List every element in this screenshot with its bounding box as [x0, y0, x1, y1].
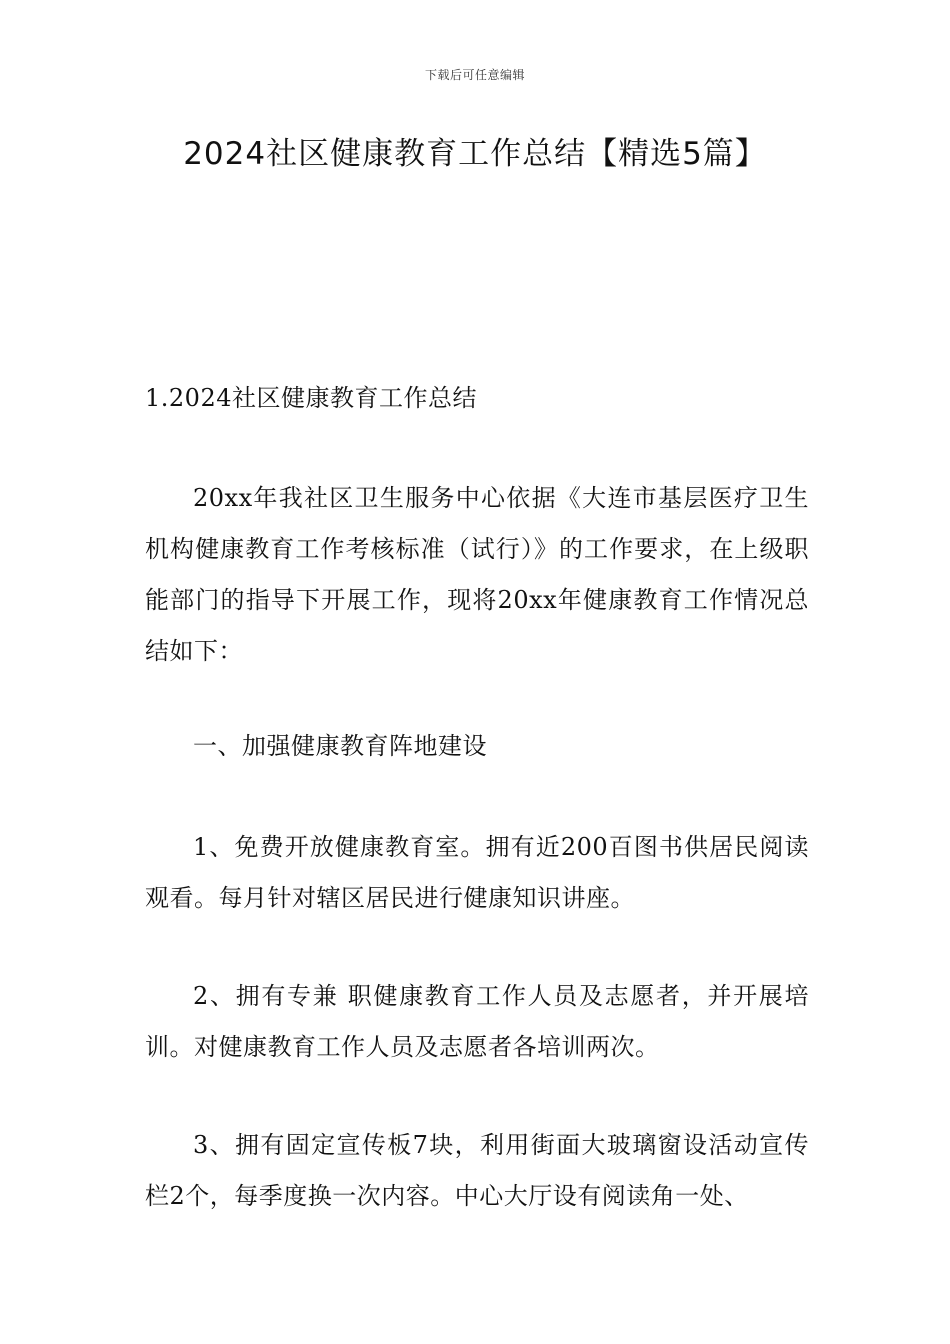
- document-title: 2024社区健康教育工作总结【精选5篇】: [183, 136, 767, 172]
- paragraph-item-3: 3、拥有固定宣传板7块，利用街面大玻璃窗设活动宣传栏2个，每季度换一次内容。中心大厅设有阅读角一处、: [145, 1131, 809, 1210]
- paragraph-item-1: 1、免费开放健康教育室。拥有近200百图书供居民阅读观看。每月针对辖区居民进行健康知识讲座。: [145, 833, 809, 912]
- paragraph-heading-one: 一、加强健康教育阵地建设: [193, 732, 487, 760]
- paragraph-intro: 20xx年我社区卫生服务中心依据《大连市基层医疗卫生机构健康教育工作考核标准（试行）》的工作要求，在上级职能部门的指导下开展工作，现将20xx年健康教育工作情况总结如下：: [145, 484, 809, 665]
- paragraph-item-2: 2、拥有专兼 职健康教育工作人员及志愿者，并开展培训。对健康教育工作人员及志愿者各培训两次。: [145, 982, 809, 1061]
- section-heading: 1.2024社区健康教育工作总结: [145, 384, 477, 412]
- header-note: 下载后可任意编辑: [424, 68, 525, 82]
